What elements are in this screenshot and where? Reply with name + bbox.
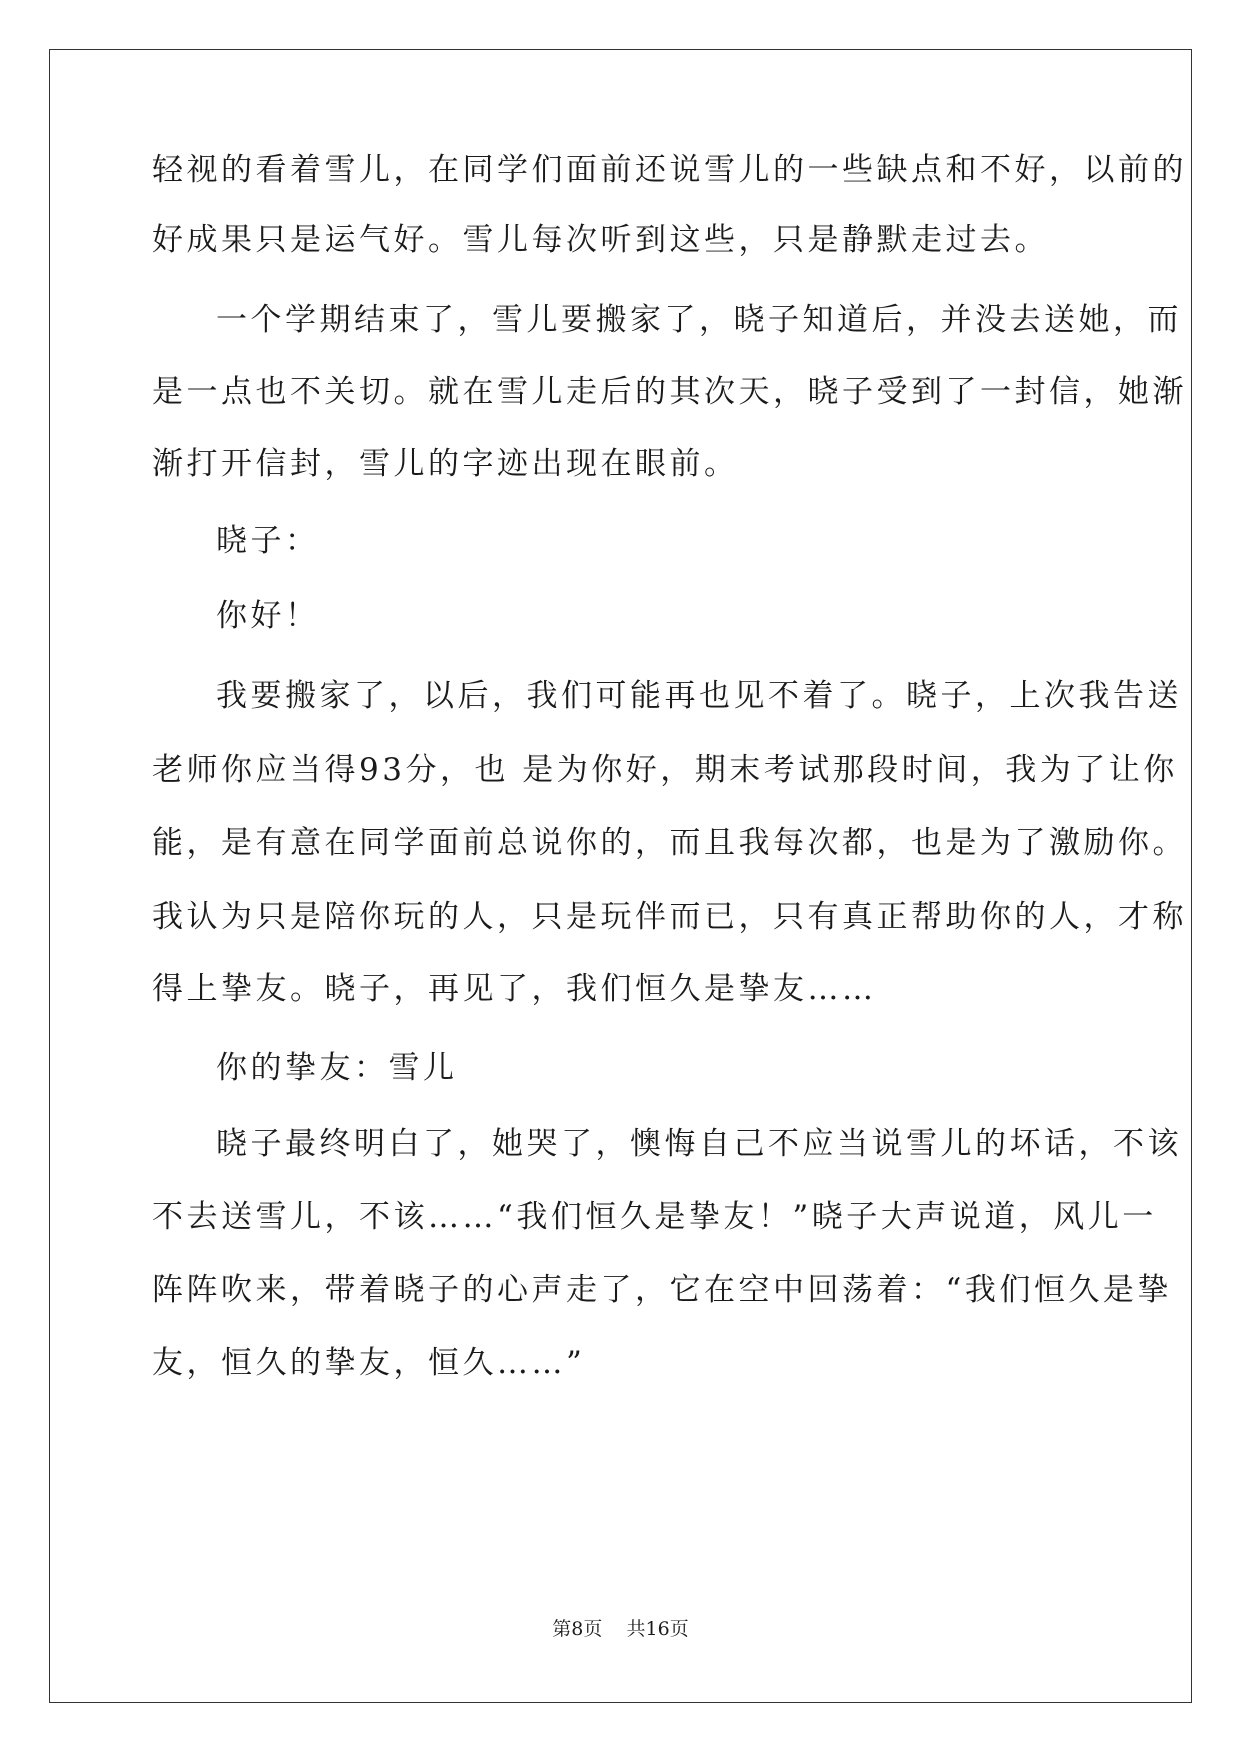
text-line: 是一点也不关切。就在雪儿走后的其次天，晓子受到了一封信，她渐 (152, 374, 1187, 410)
text-line: 阵阵吹来，带着晓子的心声走了，它在空中回荡着：“我们恒久是挚 (152, 1272, 1172, 1308)
page-number-footer: 第8页 共16页 (552, 1618, 689, 1640)
text-line: 能，是有意在同学面前总说你的，而且我每次都，也是为了激励你。 (152, 825, 1187, 861)
text-line: 好成果只是运气好。雪儿每次听到这些，只是静默走过去。 (152, 222, 1049, 258)
text-line: 友，恒久的挚友，恒久……” (152, 1345, 586, 1381)
letter-signature: 你的挚友：雪儿 (216, 1050, 458, 1086)
letter-greeting: 你好！ (216, 598, 320, 634)
text-line: 不去送雪儿，不该……“我们恒久是挚友！”晓子大声说道，风儿一 (152, 1199, 1157, 1235)
page-border (49, 49, 1192, 1703)
text-line: 我认为只是陪你玩的人，只是玩伴而已，只有真正帮助你的人，才称 (152, 899, 1187, 935)
text-line: 得上挚友。晓子，再见了，我们恒久是挚友…… (152, 971, 877, 1007)
paragraph-start-line: 一个学期结束了，雪儿要搬家了，晓子知道后，并没去送她，而 (216, 302, 1182, 338)
letter-salutation: 晓子： (216, 523, 320, 559)
paragraph-start-line: 我要搬家了，以后，我们可能再也见不着了。晓子，上次我告送 (216, 678, 1182, 714)
text-line: 轻视的看着雪儿，在同学们面前还说雪儿的一些缺点和不好，以前的 (152, 152, 1187, 188)
text-line: 老师你应当得93分，也 是为你好，期末考试那段时间，我为了让你 (152, 752, 1178, 788)
text-line: 渐打开信封，雪儿的字迹出现在眼前。 (152, 446, 739, 482)
paragraph-start-line: 晓子最终明白了，她哭了，懊悔自己不应当说雪儿的坏话，不该 (216, 1126, 1182, 1162)
